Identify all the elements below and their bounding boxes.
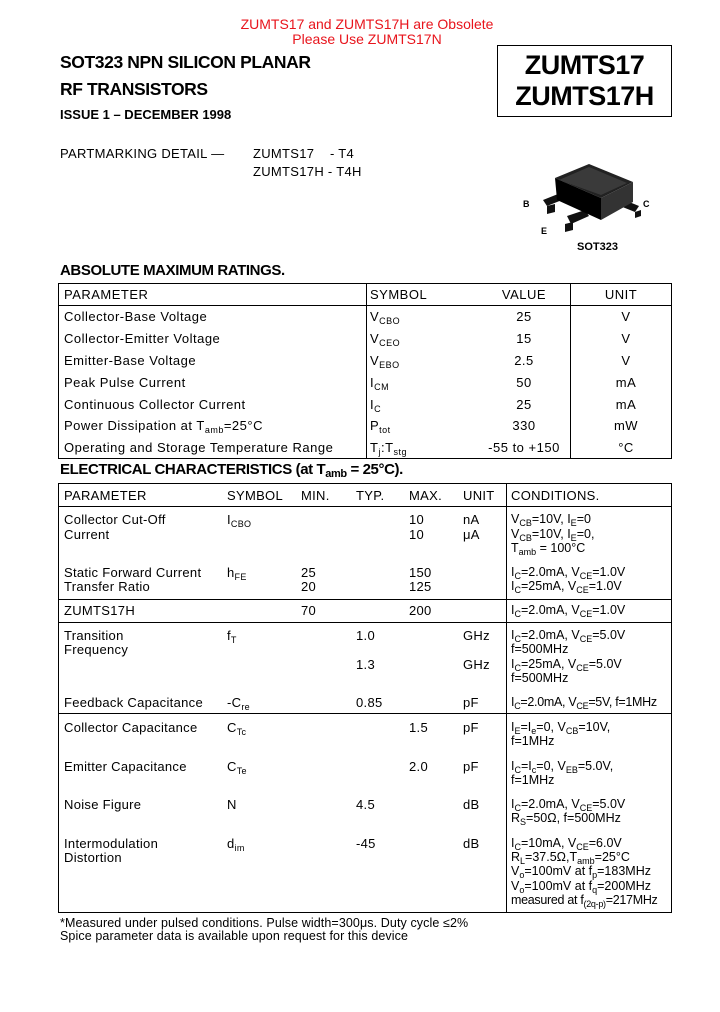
ec-unit: nA bbox=[463, 512, 480, 527]
ec-max: 125 bbox=[409, 579, 432, 594]
ec-param: Static Forward Current bbox=[64, 565, 202, 580]
ec-min: 20 bbox=[301, 579, 317, 594]
ec-condition: $T_{amb} = 100^\circ C$ bbox=[511, 541, 586, 557]
amr-header-unit: UNIT bbox=[604, 287, 638, 302]
ec-max: 2.0 bbox=[409, 759, 428, 774]
ec-condition: $I_C=10mA$, $V_{CE}=6.0V$ bbox=[511, 836, 622, 852]
ec-header-parameter: PARAMETER bbox=[64, 488, 147, 503]
ec-max: 150 bbox=[409, 565, 432, 580]
ec-header-unit: UNIT bbox=[463, 488, 495, 503]
amr-symbol: $I_C$ bbox=[370, 397, 382, 414]
part-number-box bbox=[497, 45, 672, 117]
ec-param: Emitter Capacitance bbox=[64, 759, 187, 774]
ec-param: Feedback Capacitance bbox=[64, 695, 203, 710]
ec-param: Transfer Ratio bbox=[64, 579, 151, 594]
elec-table bbox=[58, 483, 672, 913]
partmarking-row2: ZUMTS17H - T4H bbox=[253, 164, 362, 179]
amr-param: Collector-Emitter Voltage bbox=[64, 331, 221, 346]
amr-value: -55 to +150 bbox=[488, 440, 560, 455]
ec-max: 10 bbox=[409, 527, 425, 542]
ec-unit: GHz bbox=[463, 628, 490, 643]
ec-param: ZUMTS17H bbox=[64, 603, 136, 618]
amr-symbol: $I_{CM}$ bbox=[370, 375, 390, 392]
footnote-pulsed: *Measured under pulsed conditions. Pulse width=300μs. Duty cycle ≤2% bbox=[60, 916, 469, 930]
ec-symbol: $C_{Te}$ bbox=[227, 759, 247, 776]
obsolete-notice-line2: Please Use ZUMTS17N bbox=[292, 31, 442, 47]
ec-condition: $I_C=I_c=0$, $V_{EB}=5.0V$, bbox=[511, 759, 614, 775]
ec-header-typ: TYP. bbox=[356, 488, 385, 503]
abs-max-table bbox=[58, 283, 672, 459]
ec-condition: $R_S=50\Omega$, f=500MHz bbox=[511, 811, 621, 827]
ec-condition: $R_L=37.5\Omega,T_{amb}=25^\circ C$ bbox=[511, 850, 630, 866]
ec-typ: -45 bbox=[356, 836, 376, 851]
amr-param: Power Dissipation at $T_{amb}=25^\circ C$ bbox=[64, 418, 263, 435]
ec-header-min: MIN. bbox=[301, 488, 330, 503]
ec-param: Intermodulation bbox=[64, 836, 159, 851]
abs-max-heading: ABSOLUTE MAXIMUM RATINGS. bbox=[60, 262, 285, 279]
ec-header-symbol: SYMBOL bbox=[227, 488, 283, 503]
ec-param: Distortion bbox=[64, 850, 122, 865]
amr-symbol: $V_{CEO}$ bbox=[370, 331, 401, 348]
ec-unit: μA bbox=[463, 527, 480, 542]
obsolete-notice-line1: ZUMTS17 and ZUMTS17H are Obsolete bbox=[240, 16, 494, 32]
ec-condition: $I_C=25mA$, $V_{CE}=1.0V$ bbox=[511, 579, 622, 595]
title-line2: RF TRANSISTORS bbox=[60, 79, 208, 99]
ec-condition: $V_{CB}=10V$, $I_E=0$ bbox=[511, 512, 591, 528]
ec-max: 1.5 bbox=[409, 720, 428, 735]
amr-unit: mA bbox=[615, 397, 637, 412]
ec-unit: dB bbox=[463, 836, 480, 851]
ec-condition: f=1MHz bbox=[511, 773, 555, 787]
amr-header-parameter: PARAMETER bbox=[64, 287, 149, 302]
ec-condition: f=500MHz bbox=[511, 642, 569, 656]
ec-unit: pF bbox=[463, 720, 479, 735]
ec-condition: $V_{CB}=10V$, $I_E=0$, bbox=[511, 527, 595, 543]
amr-param: Collector-Base Voltage bbox=[64, 309, 208, 324]
obsolete-notice bbox=[200, 17, 534, 47]
ec-max: 200 bbox=[409, 603, 432, 618]
ec-condition: $I_C=2.0mA$, $V_{CE}=1.0V$ bbox=[511, 565, 626, 581]
ec-symbol: $h_{FE}$ bbox=[227, 565, 247, 582]
ec-min: 70 bbox=[301, 603, 317, 618]
amr-param: Peak Pulse Current bbox=[64, 375, 186, 390]
ec-symbol: $-C_{re}$ bbox=[227, 695, 250, 712]
ec-condition: f=500MHz bbox=[511, 671, 569, 685]
ec-typ: 4.5 bbox=[356, 797, 375, 812]
amr-value: 15 bbox=[516, 331, 532, 346]
ec-condition: $I_C=2.0mA$, $V_{CE}=5.0V$ bbox=[511, 797, 626, 813]
amr-header-symbol: SYMBOL bbox=[370, 287, 428, 302]
amr-value: 330 bbox=[512, 418, 536, 433]
ec-param: Transition bbox=[64, 628, 124, 643]
ec-unit: dB bbox=[463, 797, 480, 812]
sot323-package-image bbox=[515, 152, 660, 257]
ec-typ: 1.3 bbox=[356, 657, 375, 672]
amr-header-value: VALUE bbox=[501, 287, 547, 302]
document-title bbox=[60, 52, 311, 100]
ec-symbol: $f_T$ bbox=[227, 628, 237, 645]
amr-value: 25 bbox=[516, 397, 532, 412]
ec-symbol: N bbox=[227, 797, 237, 812]
pin-e-label: E bbox=[541, 226, 548, 236]
ec-condition: $V_o=100mV$ at $f_p=183MHz$ bbox=[511, 864, 651, 880]
pin-b-label: B bbox=[523, 199, 530, 209]
ec-condition: $I_E=I_e=0$, $V_{CB}=10V$, bbox=[511, 720, 611, 736]
ec-param: Current bbox=[64, 527, 110, 542]
amr-unit: mW bbox=[613, 418, 639, 433]
elec-heading: ELECTRICAL CHARACTERISTICS (at $T_{amb} = 25^\circ C$). bbox=[60, 461, 403, 480]
ec-symbol: $d_{im}$ bbox=[227, 836, 245, 853]
amr-symbol: $V_{EBO}$ bbox=[370, 353, 400, 370]
ec-typ: 0.85 bbox=[356, 695, 383, 710]
amr-param: Emitter-Base Voltage bbox=[64, 353, 197, 368]
ec-param: Noise Figure bbox=[64, 797, 142, 812]
amr-param: Continuous Collector Current bbox=[64, 397, 246, 412]
amr-value: 50 bbox=[516, 375, 532, 390]
amr-unit: mA bbox=[615, 375, 637, 390]
ec-min: 25 bbox=[301, 565, 317, 580]
title-line1: SOT323 NPN SILICON PLANAR bbox=[60, 52, 311, 72]
ec-param: Frequency bbox=[64, 642, 129, 657]
ec-header-conditions: CONDITIONS. bbox=[511, 488, 600, 503]
issue-date: ISSUE 1 – DECEMBER 1998 bbox=[60, 107, 232, 122]
ec-symbol: $C_{Tc}$ bbox=[227, 720, 247, 737]
ec-param: Collector Cut-Off bbox=[64, 512, 166, 527]
pin-c-label: C bbox=[643, 199, 650, 209]
part-number-2: ZUMTS17H bbox=[515, 81, 654, 111]
amr-symbol: $P_{tot}$ bbox=[370, 418, 391, 435]
amr-unit: V bbox=[621, 331, 631, 346]
ec-typ: 1.0 bbox=[356, 628, 375, 643]
amr-unit: °C bbox=[618, 440, 634, 455]
ec-param: Collector Capacitance bbox=[64, 720, 198, 735]
amr-unit: V bbox=[621, 353, 631, 368]
amr-param: Operating and Storage Temperature Range bbox=[64, 440, 334, 455]
ec-condition: $I_C=2.0mA$, $V_{CE}=5.0V$ bbox=[511, 628, 626, 644]
footnote-spice: Spice parameter data is available upon request for this device bbox=[60, 929, 409, 943]
partmarking-row1-mark: - T4 bbox=[330, 146, 355, 161]
ec-unit: GHz bbox=[463, 657, 490, 672]
partmarking-row1-part: ZUMTS17 bbox=[253, 146, 315, 161]
amr-symbol: $V_{CBO}$ bbox=[370, 309, 401, 326]
part-number-1: ZUMTS17 bbox=[524, 50, 645, 80]
ec-header-max: MAX. bbox=[409, 488, 442, 503]
ec-condition: f=1MHz bbox=[511, 734, 555, 748]
ec-unit: pF bbox=[463, 695, 479, 710]
amr-value: 2.5 bbox=[514, 353, 534, 368]
ec-max: 10 bbox=[409, 512, 425, 527]
ec-condition: $I_C=2.0mA$, $V_{CE}=5V$, f=1MHz bbox=[511, 695, 657, 711]
ec-condition: measured at $f_{(2q-p)}=217MHz$ bbox=[511, 893, 658, 909]
ec-condition: $I_C=25mA$, $V_{CE}=5.0V$ bbox=[511, 657, 622, 673]
amr-value: 25 bbox=[516, 309, 532, 324]
amr-symbol: $T_j:T_{stg}$ bbox=[370, 440, 408, 457]
amr-unit: V bbox=[621, 309, 631, 324]
ec-unit: pF bbox=[463, 759, 479, 774]
ec-condition: $I_C=2.0mA$, $V_{CE}=1.0V$ bbox=[511, 603, 626, 619]
ec-symbol: $I_{CBO}$ bbox=[227, 512, 252, 529]
ec-condition: $V_o=100mV$ at $f_q=200MHz$ bbox=[511, 879, 651, 895]
package-name: SOT323 bbox=[577, 241, 618, 253]
partmarking-label: PARTMARKING DETAIL — bbox=[60, 146, 225, 161]
